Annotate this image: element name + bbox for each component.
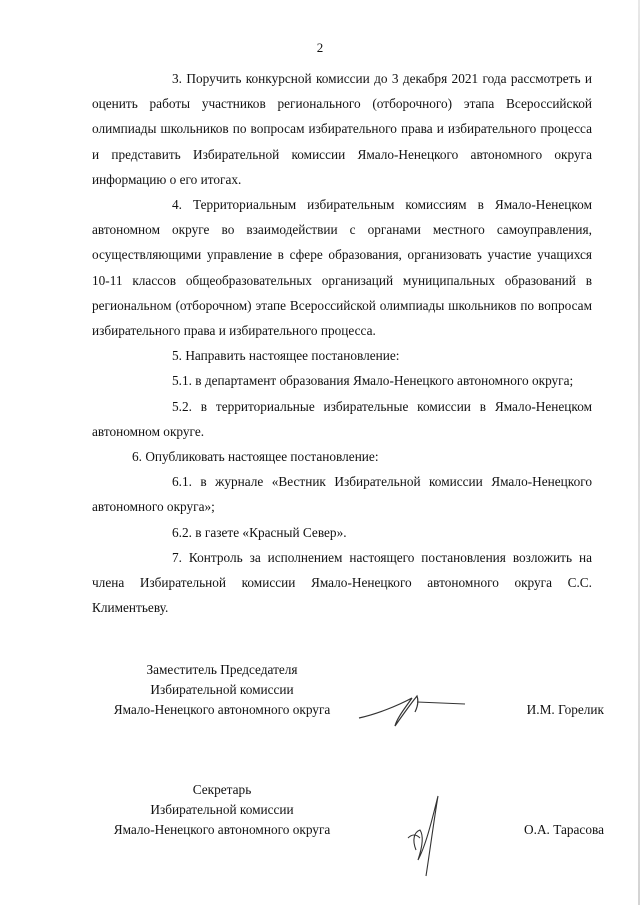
paragraph-text: Поручить конкурсной комиссии до 3 декабря 2021 года рассмотреть и оценить работы участников регионального (отборочного) этапа Всероссийской олимпиады школьников по вопросам избирательного права и избирательного процесса и представить Избирательной комиссии Ямало-Ненецкого автономного округа информацию о его итогах.	[92, 71, 592, 187]
signatory-title-line: Избирательной комиссии	[150, 802, 294, 817]
paragraph-text: Территориальным избирательным комиссиям в Ямало-Ненецком автономном округе во взаимодействии с органами местного самоуправления, осуществляющими управление в сфере образования, организовать участие учащихся 10-11 классов общеобразовательных организаций муниципальных образований в региональном (отборочном) этапе Всероссийской олимпиады школьников по вопросам избирательного права и избирательного процесса.	[92, 197, 592, 339]
paragraph-text: Опубликовать настоящее постановление:	[145, 449, 379, 465]
paragraph-text: в журнале «Вестник Избирательной комиссии Ямало-Ненецкого автономного округа»;	[92, 474, 592, 515]
paragraph-number: 6.1.	[172, 474, 192, 490]
signatory-title-line: Ямало-Ненецкого автономного округа	[113, 822, 331, 837]
paragraph-5	[92, 343, 592, 368]
paragraph-6-1	[92, 469, 592, 519]
paragraph-number: 6.2.	[172, 524, 192, 540]
paragraph-number: 6.	[132, 449, 142, 465]
paragraph-number: 7.	[172, 549, 182, 565]
signature-block-deputy-chair	[92, 660, 612, 730]
signatory-title-line: Избирательной комиссии	[150, 682, 294, 697]
paragraph-number: 4.	[172, 197, 182, 213]
paragraph-3	[92, 66, 592, 192]
document-body	[92, 66, 592, 620]
signature-block-secretary	[92, 780, 612, 880]
signatory-name: И.М. Горелик	[526, 702, 604, 717]
paragraph-text: в департамент образования Ямало-Ненецкого автономного округа;	[195, 373, 574, 389]
paragraph-text: в газете «Красный Север».	[195, 524, 347, 540]
paragraph-6-2	[92, 520, 592, 545]
paragraph-number: 5.	[172, 348, 182, 364]
paragraph-7	[92, 545, 592, 621]
paragraph-number: 5.1.	[172, 373, 192, 389]
paragraph-number: 5.2.	[172, 398, 192, 414]
handwritten-signature-gorelik	[357, 688, 467, 728]
paragraph-5-1	[92, 368, 592, 393]
handwritten-signature-tarasova	[404, 790, 444, 880]
paragraph-6	[92, 444, 592, 469]
paragraph-text: в территориальные избирательные комиссии в Ямало-Ненецком автономном округе.	[92, 398, 592, 439]
paragraph-4	[92, 192, 592, 343]
paragraph-text: Контроль за исполнением настоящего постановления возложить на члена Избирательной комиссии Ямало-Ненецкого автономного округа С.С. Климентьеву.	[92, 549, 592, 616]
paragraph-5-2	[92, 394, 592, 444]
paragraph-number: 3.	[172, 71, 182, 86]
signatory-title-line: Заместитель Председателя	[146, 662, 298, 677]
paragraph-text: Направить настоящее постановление:	[185, 348, 400, 364]
signatory-title-line: Секретарь	[192, 782, 252, 797]
signatory-title-line: Ямало-Ненецкого автономного округа	[113, 702, 331, 717]
signatory-name: О.А. Тарасова	[524, 822, 604, 837]
page-number: 2	[316, 40, 324, 55]
